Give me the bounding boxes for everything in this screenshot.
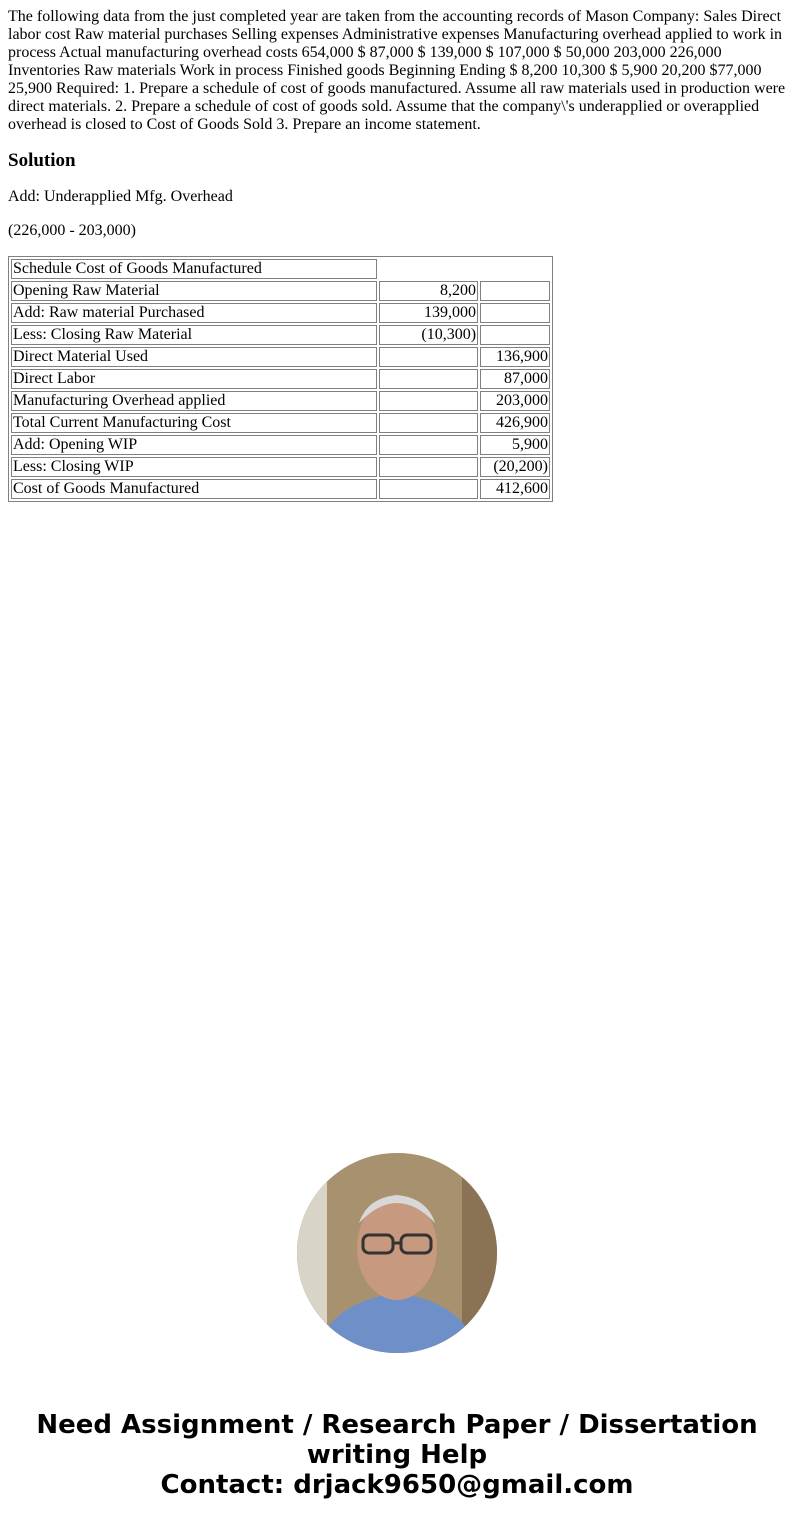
row-amount-detail xyxy=(379,457,478,477)
table-row xyxy=(11,303,550,323)
row-amount-detail xyxy=(379,479,478,499)
note-underapplied: Add: Underapplied Mfg. Overhead xyxy=(8,188,233,205)
row-amount-detail xyxy=(379,391,478,411)
row-label: Opening Raw Material xyxy=(11,281,377,301)
row-amount-total: 136,900 xyxy=(480,347,550,367)
question-text: The following data from the just completed year are taken from the accounting records of Mason Company: Sales Direct labor cost Raw material purchases Selling expenses Administrative expenses Manufacturing overhead applied to work in process Actual manufacturing overhead costs 654,000 $ 87,000 $ 139,000 $ 107,000 $ 50,000 203,000 226,000 Inventories Raw materials Work in process Finished goods Beginning Ending $ 8,200 10,300 $ 5,900 20,200 $77,000 25,900 Required: 1. Prepare a schedule of cost of goods manufactured. Assume all raw materials used in production were direct materials. 2. Prepare a schedule of cost of goods sold. Assume that the company\'s underapplied or overapplied overhead is closed to Cost of Goods Sold 3. Prepare an income statement. xyxy=(8,8,786,133)
row-label: Add: Opening WIP xyxy=(11,435,377,455)
row-label: Direct Labor xyxy=(11,369,377,389)
row-amount-total: 426,900 xyxy=(480,413,550,433)
row-label: Less: Closing WIP xyxy=(11,457,377,477)
author-avatar xyxy=(297,1153,497,1353)
table-title: Schedule Cost of Goods Manufactured xyxy=(11,259,377,279)
table-row xyxy=(11,391,550,411)
solution-heading: Solution xyxy=(8,150,76,171)
cogm-schedule-table xyxy=(8,256,553,502)
promo-line-help: Need Assignment / Research Paper / Dissertation writing Help xyxy=(36,1410,758,1470)
row-label: Total Current Manufacturing Cost xyxy=(11,413,377,433)
row-amount-detail: 139,000 xyxy=(379,303,478,323)
note-calculation: (226,000 - 203,000) xyxy=(8,222,136,239)
table-row xyxy=(11,457,550,477)
row-amount-detail xyxy=(379,413,478,433)
table-row xyxy=(11,347,550,367)
promo-banner xyxy=(0,1410,794,1500)
row-label: Add: Raw material Purchased xyxy=(11,303,377,323)
row-label: Cost of Goods Manufactured xyxy=(11,479,377,499)
table-row xyxy=(11,325,550,345)
row-amount-detail xyxy=(379,369,478,389)
row-amount-total xyxy=(480,325,550,345)
row-label: Manufacturing Overhead applied xyxy=(11,391,377,411)
table-row xyxy=(11,281,550,301)
table-row xyxy=(11,369,550,389)
row-amount-detail: (10,300) xyxy=(379,325,478,345)
table-row xyxy=(11,479,550,499)
row-amount-total: 203,000 xyxy=(480,391,550,411)
row-label: Less: Closing Raw Material xyxy=(11,325,377,345)
row-amount-detail xyxy=(379,347,478,367)
row-amount-total: 5,900 xyxy=(480,435,550,455)
row-amount-total: (20,200) xyxy=(480,457,550,477)
row-label: Direct Material Used xyxy=(11,347,377,367)
table-row xyxy=(11,435,550,455)
promo-line-contact: Contact: drjack9650@gmail.com xyxy=(160,1470,634,1500)
row-amount-total: 87,000 xyxy=(480,369,550,389)
row-amount-total: 412,600 xyxy=(480,479,550,499)
row-amount-detail xyxy=(379,435,478,455)
table-title-row xyxy=(11,259,550,279)
row-amount-total xyxy=(480,281,550,301)
row-amount-total xyxy=(480,303,550,323)
table-row xyxy=(11,413,550,433)
row-amount-detail: 8,200 xyxy=(379,281,478,301)
